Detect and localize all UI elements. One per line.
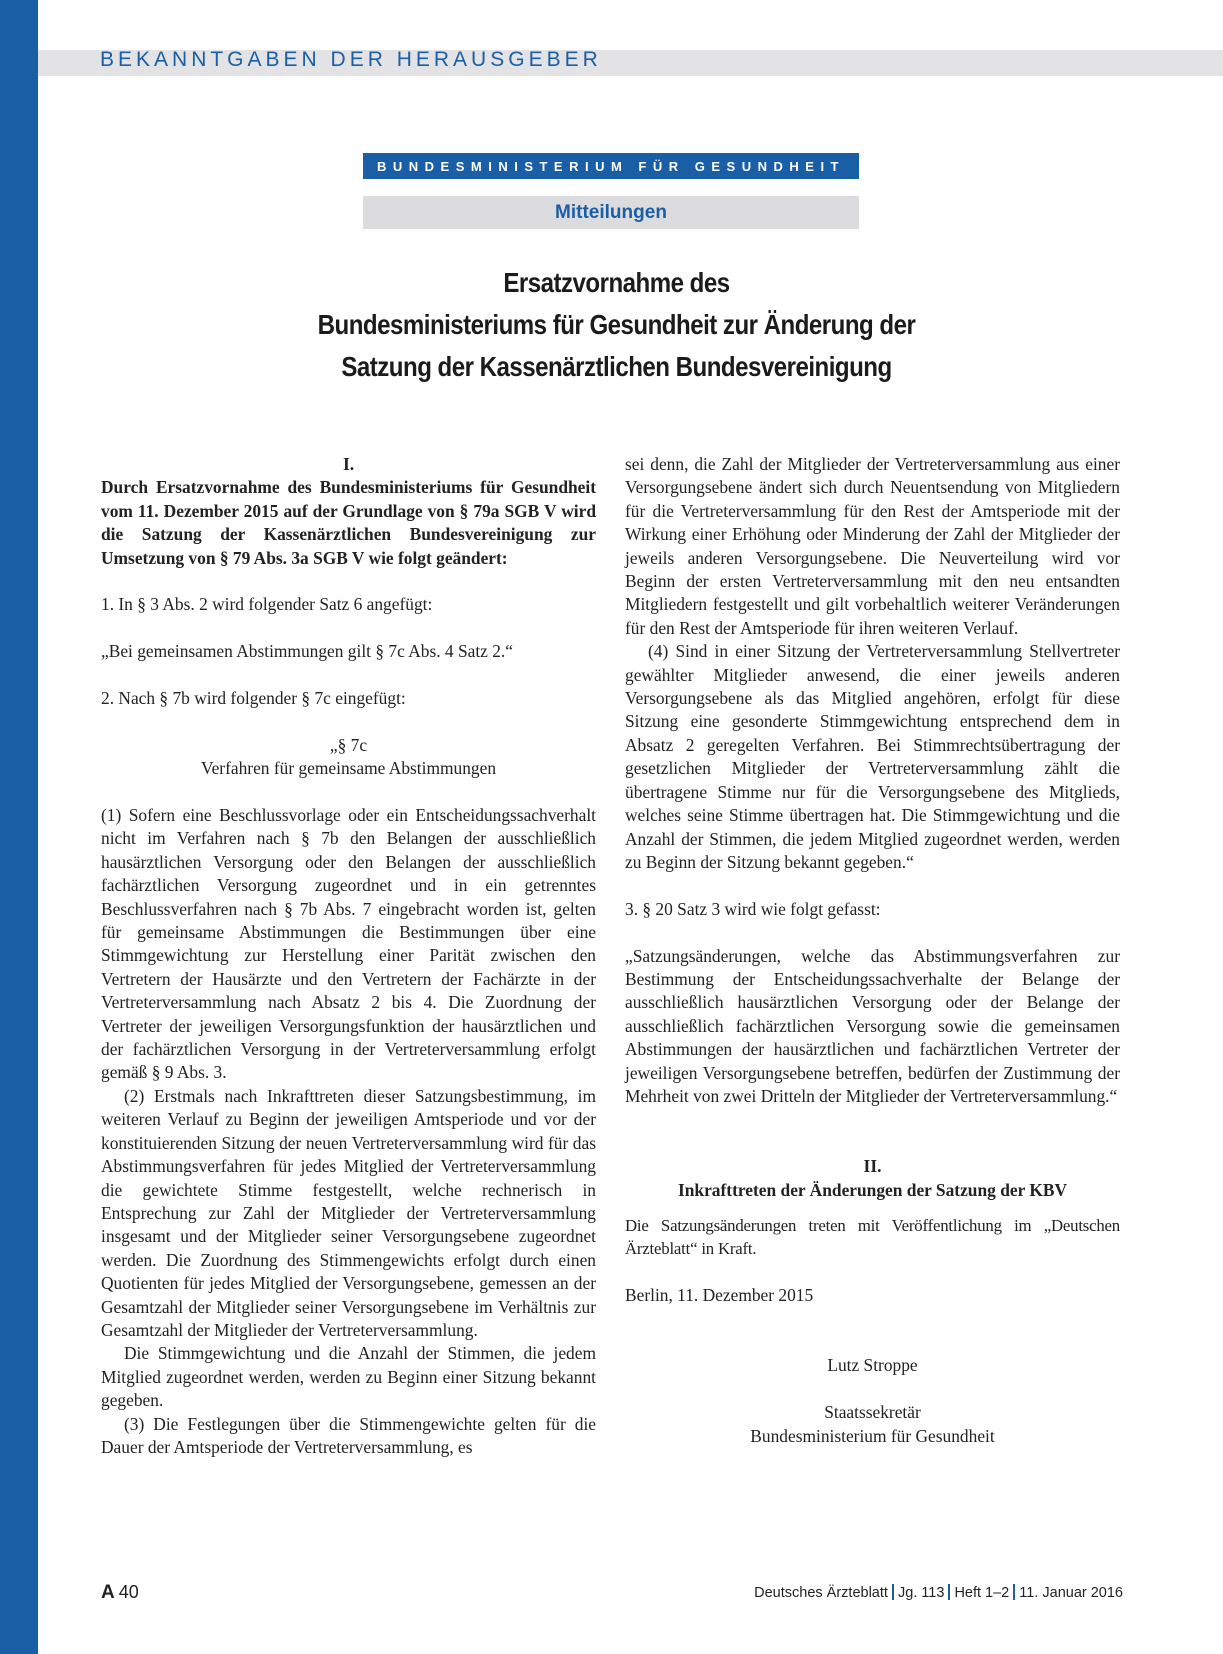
amendment-item-3: 3. § 20 Satz 3 wird wie folgt gefasst: (625, 898, 881, 919)
right-column (625, 453, 1120, 1448)
amendment-quote-1: „Bei gemeinsamen Abstimmungen gilt § 7c Abs. 4 Satz 2.“ (101, 641, 513, 662)
footer-separator (892, 1584, 894, 1600)
ministry-banner: BUNDESMINISTERIUM FÜR GESUNDHEIT (363, 153, 859, 179)
intro-paragraph: Durch Ersatzvornahme des Bundesministeriums für Gesundheit vom 11. Dezember 2015 auf der Grundlage von § 79a SGB V wird die Satzung der Kassenärztlichen Bundesvereinigung zur Umsetzung von § 79 Abs. 3a SGB V wie folgt geändert: (101, 477, 596, 568)
section-2-title: Inkrafttreten der Änderungen der Satzung der KBV (677, 1179, 1068, 1200)
headline-line: Bundesministeriums für Gesundheit zur Änderung der (317, 309, 916, 340)
amendment-quote-3: „Satzungsänderungen, welche das Abstimmungsverfahren zur Bestimmung der Entscheidungssachverhalte der Belange der ausschließlich hausärztlichen Versorgung oder der Belange der ausschließlich fachärztlichen Versorgung sowie die gemeinsamen Abstimmungen der hausärztlichen und fachärztlichen Vertreter der jeweiligen Versorgungsebene betreffen, bedürfen der Zustimmung der Mehrheit von zwei Dritteln der Mitglieder der Vertreterversammlung.“ (625, 945, 1120, 1106)
amendment-item-1: 1. In § 3 Abs. 2 wird folgender Satz 6 angefügt: (101, 594, 433, 615)
clause-1: (1) Sofern eine Beschlussvorlage oder ein Entscheidungssachverhalt nicht im Verfahren nach § 7b den Belangen der ausschließlich hausärztlichen Versorgung oder den Belangen der ausschließlich fachärztlichen Versorgung zugeordnet und in ein getrenntes Beschlussverfahren nach § 7b Abs. 7 eingebracht worden ist, gelten für gemeinsame Abstimmungen die Bestimmungen über eine Stimmgewichtung zur Herstellung einer Parität zwischen den Vertretern der Hausärzte und den Vertretern der Fachärzte in der Vertreterversammlung nach Absatz 2 bis 4. Die Zuordnung der Vertreter der jeweiligen Versorgungsfunktion der hausärztlichen und der fachärztlichen Versorgung in der Vertreterversammlung erfolgt gemäß § 9 Abs. 3. (101, 805, 596, 1083)
page-prefix: A (101, 1582, 115, 1603)
clause-3-start: (3) Die Festlegungen über die Stimmengewichte gelten für die Dauer der Amtsperiode der Vertreterversammlung, es (101, 1413, 596, 1457)
journal-footer (754, 1584, 1123, 1601)
clause-2-continued: Die Stimmgewichtung und die Anzahl der Stimmen, die jedem Mitglied zugeordnet werden, werden zu Beginn einer Sitzung bekannt gegeben. (101, 1343, 596, 1411)
paragraph-heading: „§ 7c (329, 734, 368, 755)
page-number-value: 40 (118, 1582, 139, 1602)
headline-line: Satzung der Kassenärztlichen Bundesvereinigung (341, 351, 892, 382)
page-number (101, 1582, 139, 1604)
effective-statement: Die Satzungsänderungen treten mit Veröffentlichung im „Deutschen Ärzteblatt“ in Kraft. (625, 1215, 1120, 1259)
journal-volume: Jg. 113 (897, 1585, 945, 1601)
journal-date: 11. Januar 2016 (1019, 1585, 1123, 1601)
signatory-ministry: Bundesministerium für Gesundheit (750, 1425, 995, 1446)
headline-line: Ersatzvornahme des (503, 267, 730, 298)
left-accent-bar (0, 0, 38, 1654)
footer-separator (948, 1584, 950, 1600)
clause-4: (4) Sind in einer Sitzung der Vertreterversammlung Stellvertreter gewählter Mitglieder anwesend, die einer jeweils anderen Versorgungsebene als das Mitglied angehören, erfolgt für diese Sitzung eine gesonderte Stimmgewichtung entsprechend dem in Absatz 2 geregelten Verfahren. Bei Stimmrechtsübertragung der gesetzlichen Mitglieder der Vertreterversammlung zählt die übertragene Stimme nur für die Versorgungsebene des Mitglieds, welches seine Stimme übertragen hat. Die Stimmgewichtung und die Anzahl der Stimmen, die jedem Mitglied zugeordnet werden, werden zu Beginn der Sitzung bekannt gegeben.“ (625, 641, 1120, 872)
paragraph-subheading: Verfahren für gemeinsame Abstimmungen (200, 758, 497, 779)
left-column (101, 453, 596, 1459)
amendment-item-2: 2. Nach § 7b wird folgender § 7c eingefügt: (101, 688, 406, 709)
footer-separator (1013, 1584, 1015, 1600)
journal-issue: Heft 1–2 (954, 1585, 1010, 1601)
signatory-name: Lutz Stroppe (827, 1355, 918, 1376)
signatory-role: Staatssekretär (824, 1402, 921, 1423)
section-2-number: II. (863, 1156, 882, 1177)
article-headline (150, 262, 1083, 388)
clause-2: (2) Erstmals nach Inkrafttreten dieser Satzungsbestimmung, im weiteren Verlauf zu Beginn der jeweiligen Amtsperiode und vor der konstituierenden Sitzung der neuen Vertreterversammlung wird für das Abstimmungsverfahren für jedes Mitglied der Vertreterversammlung die gewichtete Stimme festgestellt, welche rechnerisch in Entsprechung zur Zahl der Mitglieder der Vertreterversammlung insgesamt und der Mitglieder seiner Versorgungsebene zugeordnet werden. Die Zuordnung des Stimmengewichts erfolgt durch einen Quotienten für jedes Mitglied der Versorgungsebene, gemessen an der Gesamtzahl der Mitglieder seiner Versorgungsebene im Verhältnis zur Gesamtzahl der Mitglieder der Vertreterversammlung. (101, 1085, 596, 1340)
clause-3-continued: sei denn, die Zahl der Mitglieder der Vertreterversammlung aus einer Versorgungsebene ändert sich durch Neuentsendung von Mitgliedern für die Vertreterversammlung für den Rest der Amtsperiode mit der Wirkung einer Erhöhung oder Minderung der Zahl der Mitglieder der jeweils anderen Versorgungsebene. Die Neuverteilung wird vor Beginn der ersten Vertreterversammlung mit den neu entsandten Mitgliedern festgestellt und gilt vorbehaltlich weiterer Veränderungen für den Rest der Amtsperiode für ihren weiteren Verlauf. (625, 454, 1120, 638)
category-label: Mitteilungen (363, 196, 859, 229)
journal-name: Deutsches Ärzteblatt (754, 1585, 888, 1601)
section-number: I. (342, 454, 355, 474)
section-title: BEKANNTGABEN DER HERAUSGEBER (100, 48, 602, 71)
place-date: Berlin, 11. Dezember 2015 (625, 1285, 814, 1306)
